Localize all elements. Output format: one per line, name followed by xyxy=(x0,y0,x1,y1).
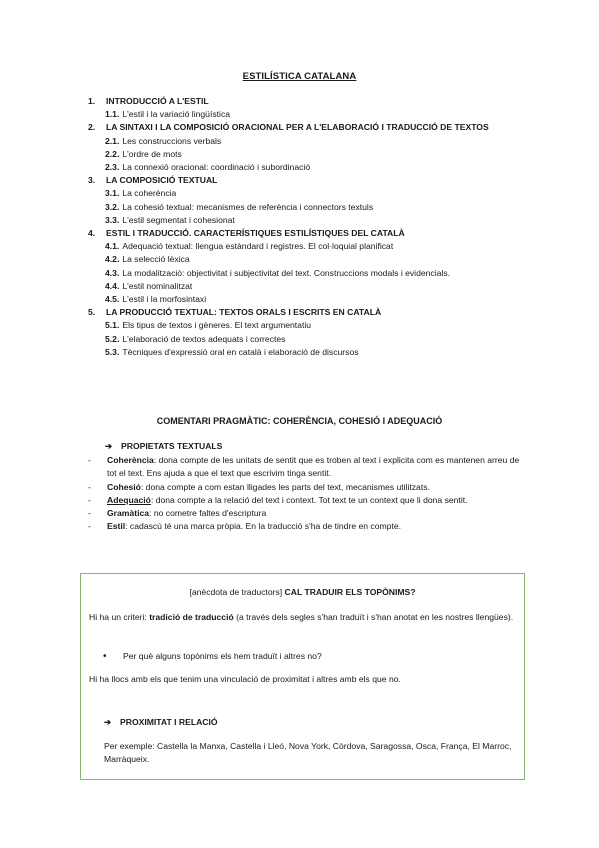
toc-subsection-number: 1.1. xyxy=(105,109,120,120)
toc-subsection-number: 4.3. xyxy=(105,267,120,278)
box-heading-label: PROXIMITAT I RELACIÓ xyxy=(120,717,218,727)
toc-section-label: LA PRODUCCIÓ TEXTUAL: TEXTOS ORALS I ESCRITS EN CATALÀ xyxy=(106,307,382,318)
box-paragraph: Per exemple: Castella la Manxa, Castella i Lleó, Nova York, Còrdova, Saragossa, Osca, França, El Marroc, Marràqueix. xyxy=(104,741,512,765)
arrow-right-icon: ➔ xyxy=(104,717,112,727)
property-term: Estil xyxy=(107,521,126,532)
toc-section-label: ESTIL I TRADUCCIÓ. CARACTERÍSTIQUES ESTILÍSTIQUES DEL CATALÀ xyxy=(106,228,405,239)
properties-heading xyxy=(105,440,528,453)
toc-subsection xyxy=(88,135,558,148)
arrow-right-icon: ➔ xyxy=(105,441,113,451)
toc-subsection xyxy=(88,214,558,227)
dash-icon: - xyxy=(88,481,91,492)
toc-subsection-label: La cohesió textual: mecanismes de referència i connectors textuls xyxy=(122,201,374,212)
box-title xyxy=(81,586,524,599)
toc-subsection-label: Adequació textual: llengua estàndard i registres. El col·loquial planificat xyxy=(122,241,394,252)
toc-subsection-label: Tècniques d'expressió oral en català i elaboració de discursos xyxy=(122,346,359,357)
toc-subsection-number: 3.2. xyxy=(105,201,120,212)
section-heading: COMENTARI PRAGMÀTIC: COHERÈNCIA, COHESIÓ I ADEQUACIÓ xyxy=(156,416,443,426)
box-paragraph-bold: tradició de traducció xyxy=(149,612,234,622)
document-title: ESTILÍSTICA CATALANA xyxy=(242,71,357,82)
toc-subsection-label: L'elaboració de textos adequats i correctes xyxy=(122,333,286,344)
box-paragraph-text: (a través dels segles s'han traduït i s'han anotat en les nostres llengües). xyxy=(233,612,514,622)
toc-subsection-label: Els tipus de textos i gèneres. El text argumentatiu xyxy=(122,320,312,331)
toc-subsection-label: L'estil nominalitzat xyxy=(122,280,193,291)
toc-section xyxy=(88,174,558,187)
property-term: Gramàtica xyxy=(107,508,150,519)
properties-heading-label: PROPIETATS TEXTUALS xyxy=(121,441,223,451)
box-list-item xyxy=(103,650,322,663)
toc-subsection-label: La modalització: objectivitat i subjectivitat del text. Construccions modals i evidencials. xyxy=(122,267,451,278)
dash-icon: - xyxy=(88,455,91,466)
toc-subsection-number: 4.1. xyxy=(105,241,120,252)
toc-subsection-number: 4.4. xyxy=(105,280,120,291)
toc-subsection xyxy=(88,346,558,359)
dash-icon: - xyxy=(88,508,91,519)
textual-properties xyxy=(88,440,528,533)
box-paragraph: Hi ha llocs amb els que tenim una vinculació de proximitat i altres amb els que no. xyxy=(89,674,401,684)
toc-section-number: 3. xyxy=(88,175,96,186)
property-text: : dona compte a la relació del text i context. Tot text te un context que li dona sentit. xyxy=(150,494,468,505)
toc-section xyxy=(88,306,558,319)
box-paragraph-text: Hi ha un criteri: xyxy=(89,612,150,622)
bullet-icon: • xyxy=(103,651,107,662)
box-title-prefix: [anècdota de traductors] xyxy=(189,587,285,597)
toc-subsection xyxy=(88,267,558,280)
toc-subsection-number: 5.2. xyxy=(105,333,120,344)
toc-section-number: 2. xyxy=(88,122,96,133)
property-text: : no cometre faltes d'escriptura xyxy=(149,508,267,519)
toc-subsection-number: 4.2. xyxy=(105,254,120,265)
toc-subsection xyxy=(88,201,558,214)
dash-icon: - xyxy=(88,521,91,532)
toc-subsection-label: La connexió oracional: coordinació i subordinació xyxy=(122,162,311,173)
property-text: : dona compte de les unitats de sentit que es troben al text i explicita com es mantenen arreu de tot el text. Ens ajuda a que el text que escrivim tinga sentit. xyxy=(107,455,520,479)
toc-section-number: 5. xyxy=(88,307,96,318)
toc-subsection xyxy=(88,161,558,174)
table-of-contents xyxy=(88,95,558,359)
toc-subsection xyxy=(88,293,558,306)
toc-subsection-number: 2.3. xyxy=(105,162,120,173)
toc-subsection-number: 3.3. xyxy=(105,214,120,225)
toc-subsection-number: 2.1. xyxy=(105,135,120,146)
toc-section-label: INTRODUCCIÓ A L'ESTIL xyxy=(106,96,209,106)
property-item xyxy=(88,481,528,494)
toc-section xyxy=(88,227,558,240)
toc-section-label: LA SINTAXI I LA COMPOSICIÓ ORACIONAL PER A L'ELABORACIÓ I TRADUCCIÓ DE TEXTOS xyxy=(106,122,489,133)
toc-subsection-label: L'ordre de mots xyxy=(122,148,182,159)
toc-subsection-number: 5.3. xyxy=(105,346,120,357)
box-paragraph xyxy=(89,611,517,624)
toc-subsection xyxy=(88,240,558,253)
property-item xyxy=(88,520,528,533)
toc-section-number: 4. xyxy=(88,228,96,239)
toc-subsection-number: 4.5. xyxy=(105,294,120,305)
property-item xyxy=(88,507,528,520)
toc-subsection-label: L'estil i la variació lingüística xyxy=(122,109,231,120)
property-term: Cohesió xyxy=(107,481,141,492)
toc-subsection xyxy=(88,319,558,332)
property-term: Coherència xyxy=(107,455,154,466)
toc-subsection xyxy=(88,187,558,200)
property-text: : dona compte a com estan lligades les parts del text, mecanismes utilitzats. xyxy=(140,481,430,492)
property-item xyxy=(88,454,528,480)
toc-subsection xyxy=(88,333,558,346)
toc-subsection xyxy=(88,108,558,121)
toc-section-number: 1. xyxy=(88,96,96,106)
box-title-question: CAL TRADUIR ELS TOPÒNIMS? xyxy=(284,587,416,597)
toc-subsection xyxy=(88,148,558,161)
toc-subsection-number: 3.1. xyxy=(105,188,120,199)
toc-subsection-label: La selecció lèxica xyxy=(122,254,190,265)
property-item xyxy=(88,494,528,507)
box-list-text: Per què alguns topònims els hem traduït i altres no? xyxy=(123,651,322,661)
toc-section xyxy=(88,121,558,134)
property-text: : cadascú té una marca pròpia. En la traducció s'ha de tindre en compte. xyxy=(125,521,401,532)
anecdote-box xyxy=(80,573,525,780)
box-heading xyxy=(104,716,218,729)
property-term: Adequació xyxy=(107,494,151,505)
toc-subsection xyxy=(88,280,558,293)
dash-icon: - xyxy=(88,494,91,505)
toc-subsection-label: L'estil i la morfosintaxi xyxy=(122,294,207,305)
toc-subsection-label: La coherència xyxy=(122,188,177,199)
toc-subsection-label: Les construccions verbals xyxy=(122,135,222,146)
toc-subsection-number: 2.2. xyxy=(105,148,120,159)
toc-subsection-number: 5.1. xyxy=(105,320,120,331)
toc-subsection-label: L'estil segmentat i cohesionat xyxy=(122,214,235,225)
toc-section xyxy=(88,95,558,108)
toc-section-label: LA COMPOSICIÓ TEXTUAL xyxy=(106,175,218,186)
toc-subsection xyxy=(88,253,558,266)
